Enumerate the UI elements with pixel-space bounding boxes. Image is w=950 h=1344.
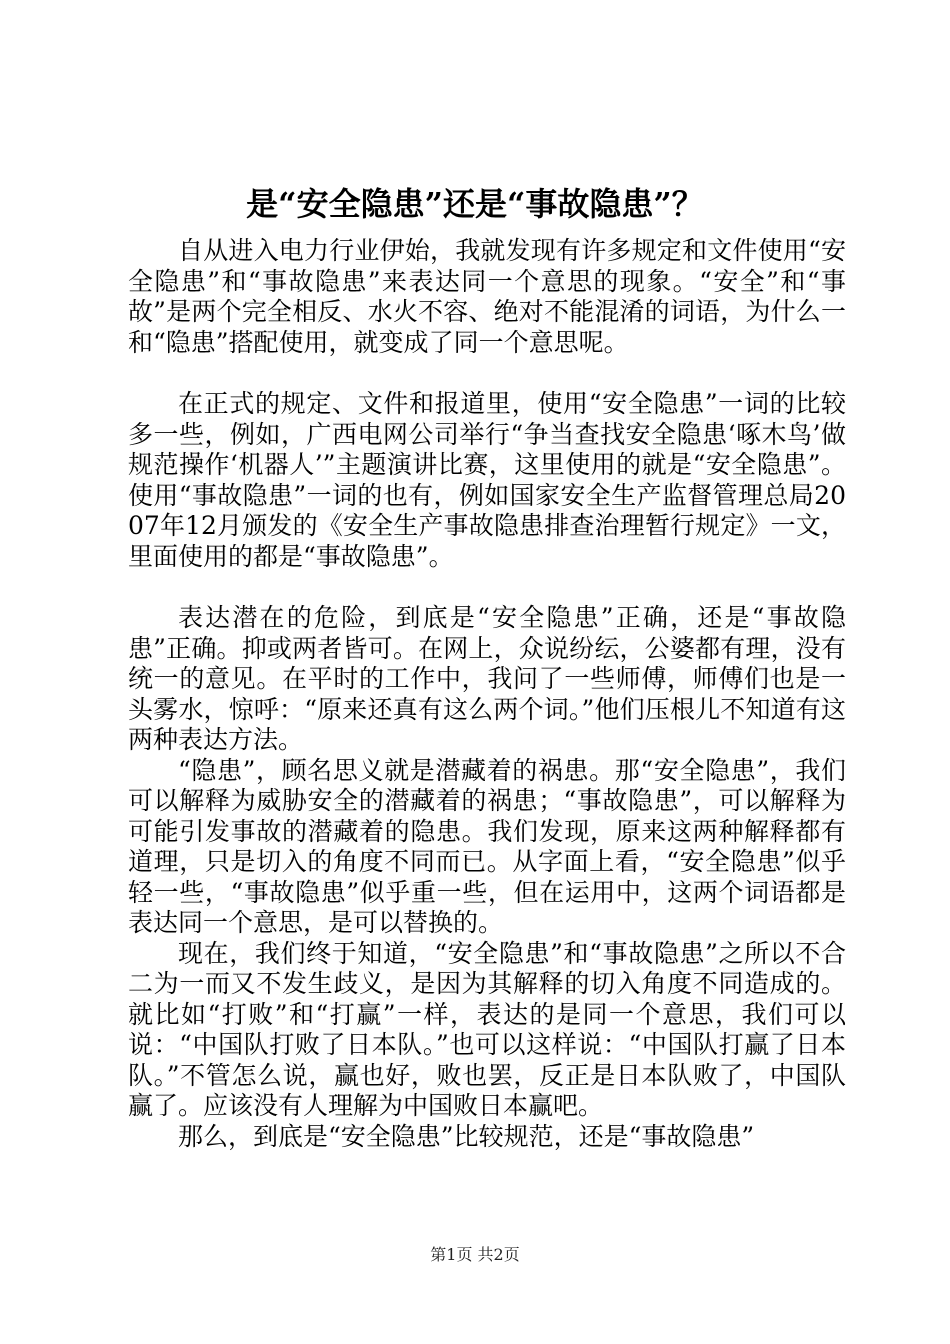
- page-number-footer: 第1页 共2页: [430, 1245, 520, 1264]
- paragraph-6: 那么，到底是“安全隐患”比较规范，还是“事故隐患”: [178, 1121, 755, 1151]
- paragraph-1: 自从进入电力行业伊始，我就发现有许多规定和文件使用“安全隐患”和“事故隐患”来表达同一个意思的现象。“安全”和“事故”是两个完全相反、水火不容、绝对不能混淆的词语，为什么一和“隐患”搭配使用，就变成了同一个意思呢。: [128, 236, 846, 357]
- document-title: 是“安全隐患”还是“事故隐患”？: [246, 185, 704, 223]
- paragraph-5: 现在，我们终于知道，“安全隐患”和“事故隐患”之所以不合二为一而又不发生歧义，是因为其解释的切入角度不同造成的。就比如“打败”和“打赢”一样，表达的是同一个意思，我们可以说：“中国队打败了日本队。”也可以这样说：“中国队打赢了日本队。”不管怎么说，赢也好，败也罢，反正是日本队败了，中国队赢了。应该没有人理解为中国败日本赢吧。: [128, 938, 846, 1120]
- paragraph-2: 在正式的规定、文件和报道里，使用“安全隐患”一词的比较多一些，例如，广西电网公司举行“争当查找安全隐患‘啄木鸟’做规范操作‘机器人’”主题演讲比赛，这里使用的就是“安全隐患”。使用“事故隐患”一词的也有，例如国家安全生产监督管理总局2007年12月颁发的《安全生产事故隐患排查治理暂行规定》一文，里面使用的都是“事故隐患”。: [128, 389, 846, 571]
- paragraph-3: 表达潜在的危险，到底是“安全隐患”正确，还是“事故隐患”正确。抑或两者皆可。在网上，众说纷纭，公婆都有理，没有统一的意见。在平时的工作中，我问了一些师傅，师傅们也是一头雾水，惊呼：“原来还真有这么两个词。”他们压根儿不知道有这两种表达方法。: [128, 603, 846, 754]
- document-body: [128, 236, 846, 1152]
- paragraph-4: “隐患”，顾名思义就是潜藏着的祸患。那“安全隐患”，我们可以解释为威胁安全的潜藏着的祸患；“事故隐患”，可以解释为可能引发事故的潜藏着的隐患。我们发现，原来这两种解释都有道理，只是切入的角度不同而已。从字面上看，“安全隐患”似乎轻一些，“事故隐患”似乎重一些，但在运用中，这两个词语都是表达同一个意思，是可以替换的。: [128, 755, 846, 937]
